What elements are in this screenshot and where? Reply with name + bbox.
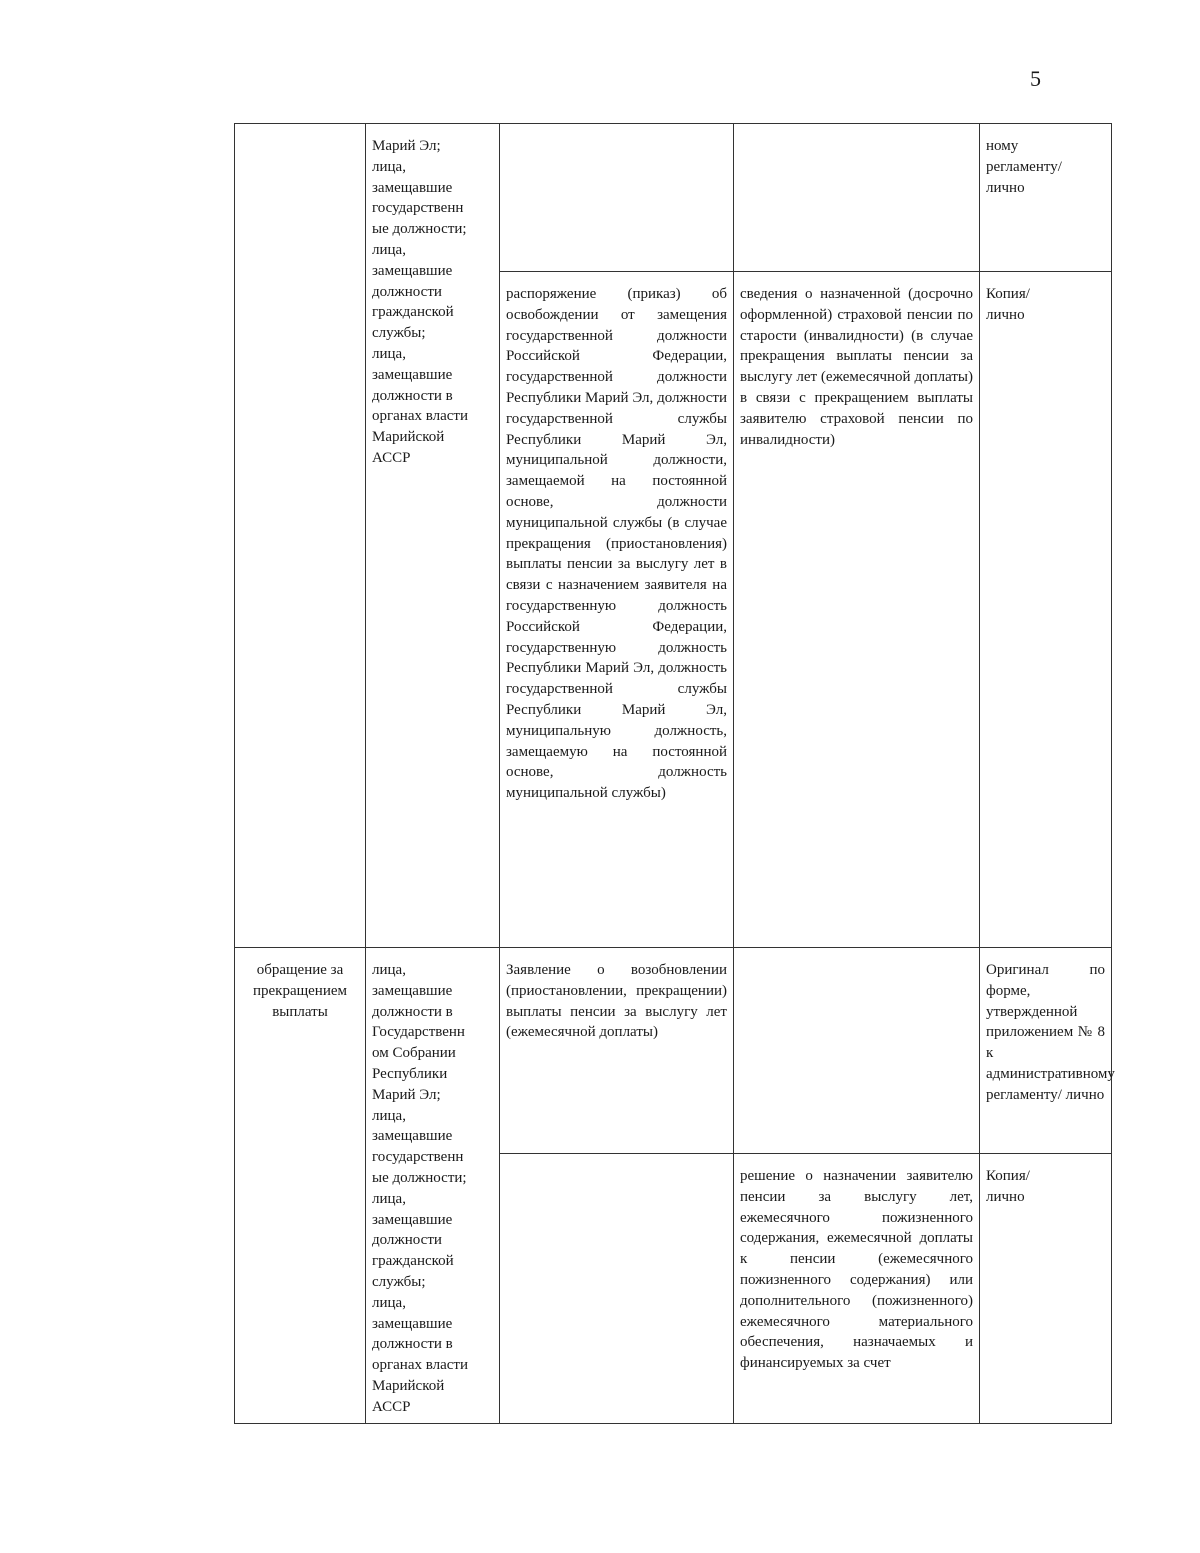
document-cell: [500, 1154, 734, 1424]
table-row: [235, 948, 1112, 1154]
applicant-category-cell: Марий Эл; лица, замещавшие государственн ые должности; лица, замещавшие должности гражданской службы; лица, замещавшие должности в органах власти Марийской АССР: [366, 124, 500, 948]
info-cell: сведения о назначенной (досрочно оформленной) страховой пенсии по старости (инвалидности) (в случае прекращения выплаты пенсии за выслугу лет (ежемесячной доплаты) в связи с прекращением выплаты заявителю страховой пенсии по инвалидности): [734, 272, 980, 948]
form-cell: Оригинал по форме, утвержденной приложением № 8 к административному регламенту/ лично: [980, 948, 1112, 1154]
form-cell: ному регламенту/ лично: [980, 124, 1112, 272]
form-cell: Копия/ лично: [980, 1154, 1112, 1424]
document-cell: [500, 124, 734, 272]
basis-cell: обращение за прекращением выплаты: [235, 948, 366, 1424]
info-cell: решение о назначении заявителю пенсии за выслугу лет, ежемесячного пожизненного содержания, ежемесячной доплаты к пенсии (ежемесячного пожизненного содержания) или дополнительного (пожизненного) ежемесячного материального обеспечения, назначаемых и финансируемых за счет: [734, 1154, 980, 1424]
table-row: [235, 124, 1112, 272]
document-cell: Заявление о возобновлении (приостановлении, прекращении) выплаты пенсии за выслугу лет (ежемесячной доплаты): [500, 948, 734, 1154]
applicant-category-cell: лица, замещавшие должности в Государственн ом Собрании Республики Марий Эл; лица, замещавшие государственн ые должности; лица, замещавшие должности гражданской службы; лица, замещавшие должности в органах власти Марийской АССР: [366, 948, 500, 1424]
info-cell: [734, 948, 980, 1154]
info-cell: [734, 124, 980, 272]
document-cell: распоряжение (приказ) об освобождении от замещения государственной должности Российской Федерации, государственной должности Республики Марий Эл, должности государственной службы Республики Марий Эл, муниципальной должности, замещаемой на постоянной основе, должности муниципальной службы (в случае прекращения (приостановления) выплаты пенсии за выслугу лет в связи с назначением заявителя на государственную должность Российской Федерации, государственную должность Республики Марий Эл, должность государственной службы Республики Марий Эл, муниципальную должность, замещаемую на постоянной основе, должность муниципальной службы): [500, 272, 734, 948]
basis-cell: [235, 124, 366, 948]
page-number: 5: [1030, 66, 1041, 91]
form-cell: Копия/ лично: [980, 272, 1112, 948]
documents-table: [234, 123, 1115, 1424]
